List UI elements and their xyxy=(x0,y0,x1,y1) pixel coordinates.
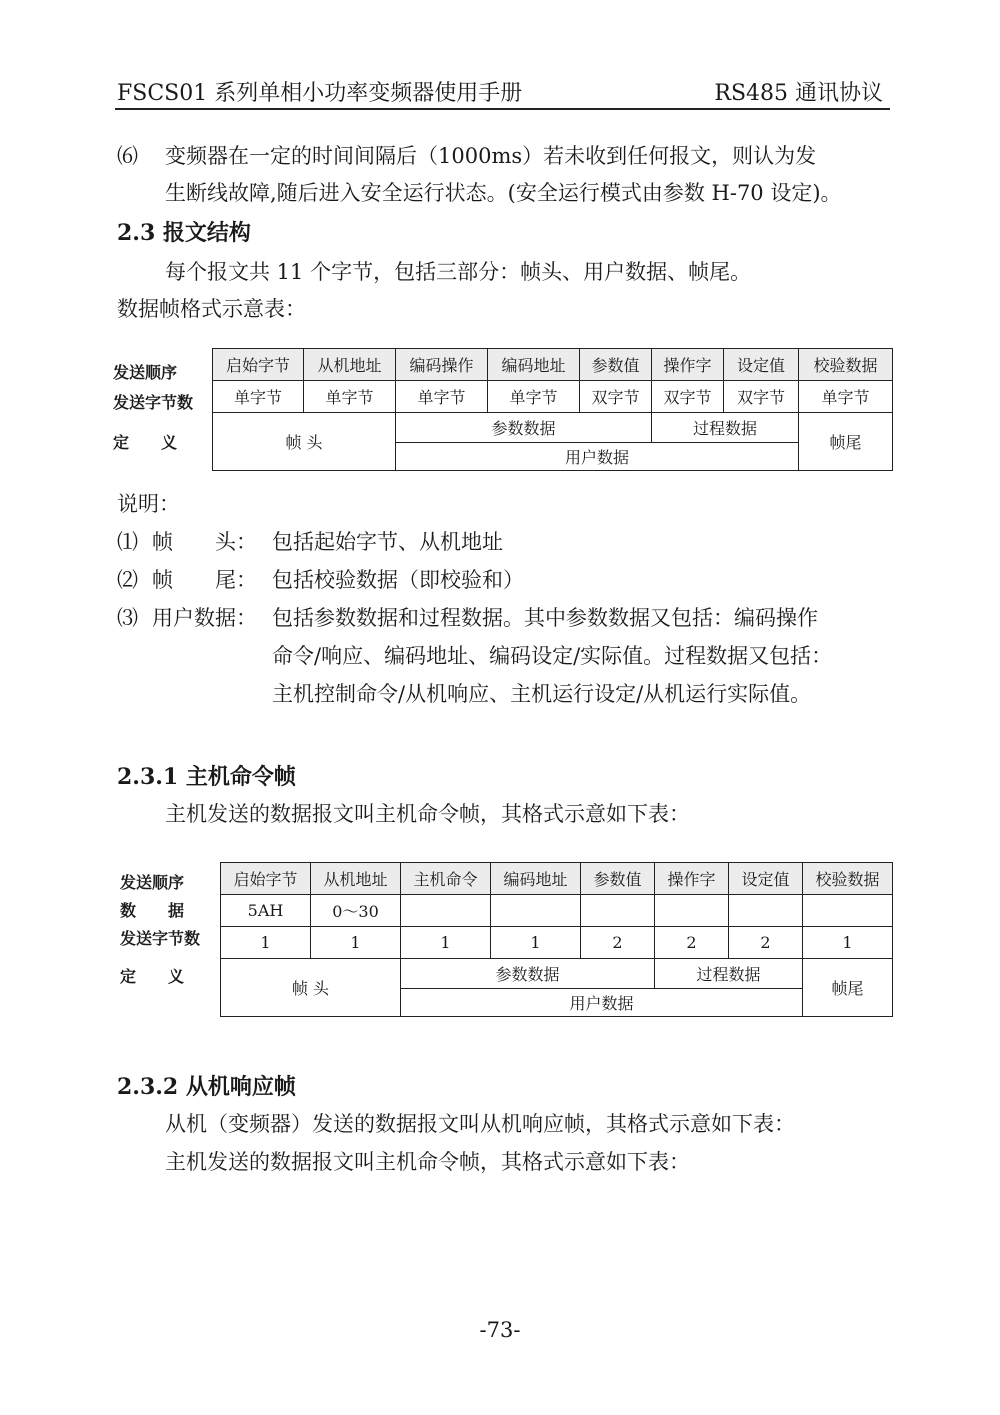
table2-header-cell: 校验数据 xyxy=(803,863,893,895)
table1-label-definition: 定 义 xyxy=(113,433,178,452)
table2-header-cell: 从机地址 xyxy=(311,863,401,895)
section-2-3-title: 2.3 报文结构 xyxy=(117,220,251,246)
table1-header-cell: 从机地址 xyxy=(304,349,396,381)
section-2-3-2-line-2: 主机发送的数据报文叫主机命令帧，其格式示意如下表： xyxy=(165,1150,690,1174)
table2-size-cell: 1 xyxy=(221,927,311,959)
table2-param-data: 参数数据 xyxy=(401,959,655,989)
table2-label-data: 数 据 xyxy=(120,901,185,920)
table2-data-cell: 5AH xyxy=(221,895,311,927)
note-3-line-3: 主机控制命令/从机响应、主机运行设定/从机运行实际值。 xyxy=(272,682,812,706)
running-header-section: RS485 通讯协议 xyxy=(714,81,883,106)
table2-header-cell: 编码地址 xyxy=(491,863,581,895)
table1-size-cell: 单字节 xyxy=(304,381,396,413)
table2-process-data: 过程数据 xyxy=(655,959,803,989)
table2-data-cell xyxy=(491,895,581,927)
data-frame-table xyxy=(212,348,893,471)
table1-label-order: 发送顺序 xyxy=(113,363,178,382)
table1-size-cell: 单字节 xyxy=(799,381,893,413)
section-2-3-2-line-1: 从机（变频器）发送的数据报文叫从机响应帧，其格式示意如下表： xyxy=(165,1112,795,1136)
table1-process-data: 过程数据 xyxy=(652,413,799,443)
table1-size-cell: 单字节 xyxy=(396,381,488,413)
item-6-line-1: 变频器在一定的时间间隔后（1000ms）若未收到任何报文，则认为发 xyxy=(165,144,817,168)
table1-header-cell: 校验数据 xyxy=(799,349,893,381)
header-rule xyxy=(115,108,890,110)
section-2-3-1-title: 2.3.1 主机命令帧 xyxy=(117,764,296,790)
table2-data-cell xyxy=(401,895,491,927)
table2-data-cell xyxy=(729,895,803,927)
table2-size-cell: 1 xyxy=(803,927,893,959)
table2-header-cell: 启始字节 xyxy=(221,863,311,895)
table2-frame-head: 帧 头 xyxy=(221,959,401,1017)
page-number: -73- xyxy=(479,1318,521,1342)
table1-size-cell: 双字节 xyxy=(580,381,652,413)
running-header-title: FSCS01 系列单相小功率变频器使用手册 xyxy=(117,81,523,106)
table1-size-cell: 双字节 xyxy=(724,381,799,413)
table2-data-cell xyxy=(581,895,655,927)
table1-frame-tail: 帧尾 xyxy=(799,413,893,471)
table1-header-cell: 参数值 xyxy=(580,349,652,381)
note-2-number: ⑵ xyxy=(117,568,138,592)
table2-size-cell: 1 xyxy=(311,927,401,959)
notes-title: 说明： xyxy=(117,492,180,516)
table2-header-cell: 操作字 xyxy=(655,863,729,895)
section-2-3-1-line-1: 主机发送的数据报文叫主机命令帧，其格式示意如下表： xyxy=(165,802,690,826)
table1-header-cell: 编码地址 xyxy=(488,349,580,381)
table1-param-data: 参数数据 xyxy=(396,413,652,443)
section-2-3-line-2: 数据帧格式示意表： xyxy=(117,297,306,321)
section-2-3-2-title: 2.3.2 从机响应帧 xyxy=(117,1074,296,1100)
table1-header-cell: 编码操作 xyxy=(396,349,488,381)
table1-header-cell: 启始字节 xyxy=(213,349,304,381)
table2-header-cell: 主机命令 xyxy=(401,863,491,895)
table2-label-definition: 定 义 xyxy=(120,967,185,986)
table2-label-bytes: 发送字节数 xyxy=(120,929,201,948)
table1-user-data: 用户数据 xyxy=(396,443,799,471)
table2-header-cell: 参数值 xyxy=(581,863,655,895)
table1-frame-head: 帧 头 xyxy=(213,413,396,471)
table1-size-cell: 双字节 xyxy=(652,381,724,413)
master-command-table xyxy=(220,862,893,1017)
note-3-number: ⑶ xyxy=(117,606,138,630)
table2-size-cell: 1 xyxy=(491,927,581,959)
note-1-text: 包括起始字节、从机地址 xyxy=(272,530,503,554)
note-1-number: ⑴ xyxy=(117,530,138,554)
item-6-number: ⑹ xyxy=(117,144,138,168)
table1-label-bytes: 发送字节数 xyxy=(113,393,194,412)
note-3-line-1: 包括参数数据和过程数据。其中参数数据又包括：编码操作 xyxy=(272,606,818,630)
note-1-label: 帧 头： xyxy=(152,530,257,554)
table1-size-cell: 单字节 xyxy=(488,381,580,413)
table2-data-cell xyxy=(655,895,729,927)
table2-size-cell: 2 xyxy=(655,927,729,959)
table1-header-cell: 操作字 xyxy=(652,349,724,381)
table1-header-cell: 设定值 xyxy=(724,349,799,381)
section-2-3-line-1: 每个报文共 11 个字节，包括三部分：帧头、用户数据、帧尾。 xyxy=(165,260,752,284)
table2-header-cell: 设定值 xyxy=(729,863,803,895)
table2-data-cell xyxy=(803,895,893,927)
note-3-line-2: 命令/响应、编码地址、编码设定/实际值。过程数据又包括： xyxy=(272,644,833,668)
note-3-label: 用户数据： xyxy=(152,606,257,630)
table2-size-cell: 2 xyxy=(729,927,803,959)
table2-user-data: 用户数据 xyxy=(401,989,803,1017)
table2-size-cell: 1 xyxy=(401,927,491,959)
table2-label-order: 发送顺序 xyxy=(120,873,185,892)
table1-size-cell: 单字节 xyxy=(213,381,304,413)
note-2-text: 包括校验数据（即校验和） xyxy=(272,568,524,592)
item-6-line-2: 生断线故障,随后进入安全运行状态。(安全运行模式由参数 H-70 设定)。 xyxy=(165,181,842,205)
note-2-label: 帧 尾： xyxy=(152,568,257,592)
table2-frame-tail: 帧尾 xyxy=(803,959,893,1017)
table2-data-cell: 0～30 xyxy=(311,895,401,927)
table2-size-cell: 2 xyxy=(581,927,655,959)
